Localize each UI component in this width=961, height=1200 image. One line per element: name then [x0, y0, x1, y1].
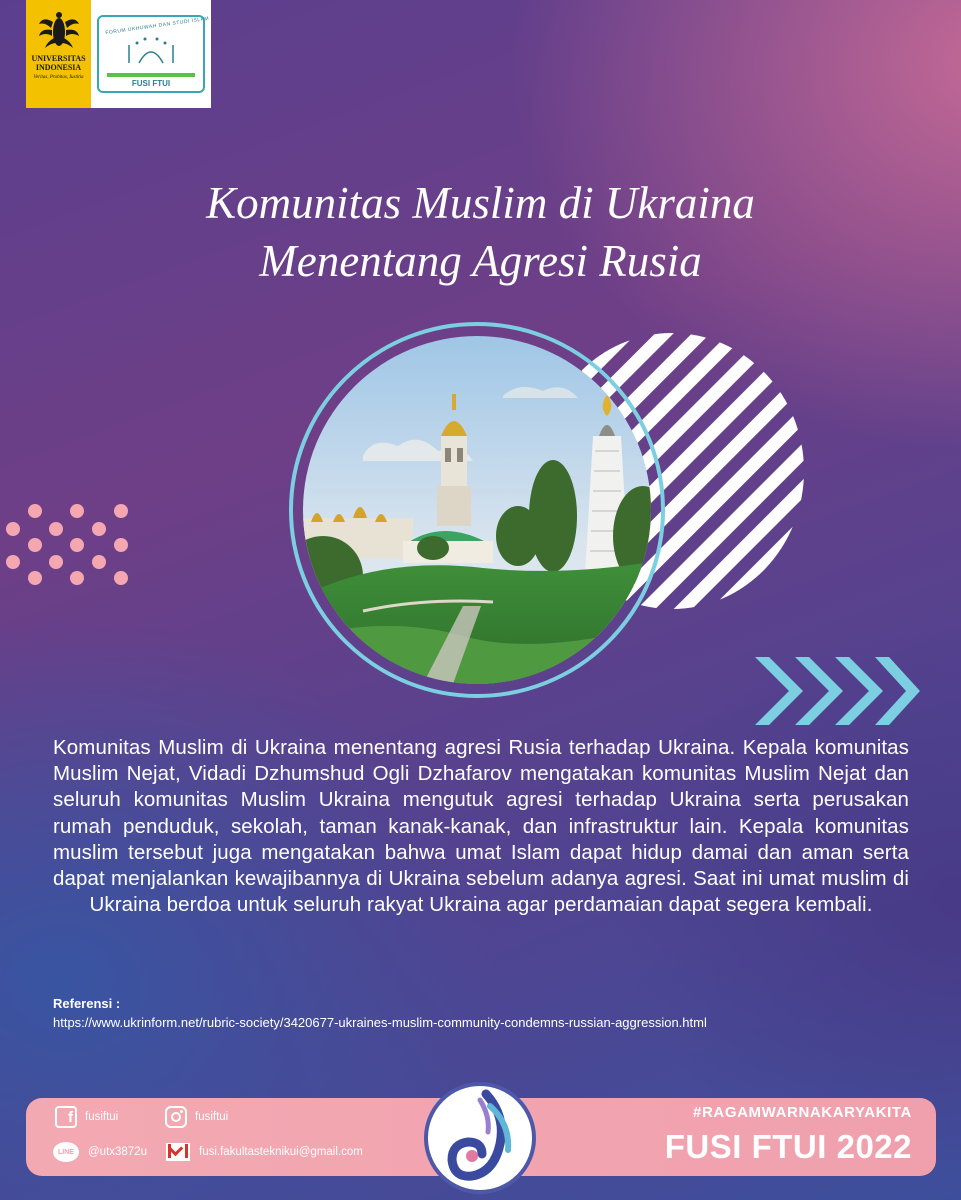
gmail-icon [166, 1143, 190, 1161]
title-line-1: Komunitas Muslim di Ukraina [206, 178, 755, 228]
fusi-emblem [424, 1082, 536, 1194]
university-name: UNIVERSITAS INDONESIA [31, 54, 86, 72]
brand-year: FUSI FTUI 2022 [664, 1128, 912, 1165]
instagram-contact[interactable] [165, 1106, 228, 1128]
fusi-green-bar [107, 73, 195, 77]
line-icon: LINE [53, 1142, 79, 1162]
email-contact[interactable] [165, 1141, 363, 1163]
chevrons-decoration [755, 657, 920, 725]
header-logos [26, 0, 211, 108]
facebook-handle: fusiftui [85, 1111, 119, 1123]
university-motto: Veritas, Probitas, Iustitia [33, 75, 84, 80]
email-address: fusi.fakultasteknikui@gmail.com [199, 1146, 363, 1158]
line-handle: @utx3872u [88, 1146, 147, 1158]
pink-dots-decoration [4, 500, 134, 590]
universitas-indonesia-logo [26, 0, 91, 108]
fusi-logo [91, 0, 211, 108]
fusi-swirl-emblem-icon [428, 1086, 532, 1190]
hashtag: #RAGAMWARNAKARYAKITA [693, 1104, 912, 1121]
line-contact[interactable] [52, 1141, 147, 1163]
makara-emblem-icon [37, 10, 81, 50]
instagram-handle: fusiftui [195, 1111, 229, 1123]
body-paragraph: Komunitas Muslim di Ukraina menentang agresi Rusia terhadap Ukraina. Kepala komunitas Muslim Nejat, Vidadi Dzhumshud Ogli Dzhafarov mengatakan komunitas Muslim Nejat dan seluruh komunitas Muslim Ukraina mengutuk agresi terhadap Ukraina serta perusakan rumah penduduk, sekolah, taman kanak-kanak, dan infrastruktur lain. Kepala komunitas muslim tersebut juga mengatakan bahwa umat Islam dapat hidup damai dan aman serta dapat menjalankan kewajibannya di Ukraina sebelum adanya agresi. Saat ini umat muslim di Ukraina berdoa untuk seluruh rakyat Ukraina agar perdamaian dapat segera kembali. [53, 736, 909, 917]
title-line-2: Menentang Agresi Rusia [259, 236, 702, 286]
fusi-short-name: FUSI FTUI [131, 79, 171, 88]
reference-url[interactable]: https://www.ukrinform.net/rubric-society/3420677-ukraines-muslim-community-condemns-russian-aggression.html [53, 1015, 707, 1030]
fusi-logo-frame [97, 15, 210, 93]
instagram-icon [165, 1106, 187, 1128]
facebook-contact[interactable] [55, 1106, 118, 1128]
mosque-silhouette-icon [99, 33, 203, 73]
facebook-icon: f [55, 1106, 77, 1128]
reference-label: Referensi : [53, 996, 121, 1011]
fusi-arc-text: FORUM UKHUWAH DAN STUDI ISLAM [105, 15, 210, 37]
photo-ring [289, 322, 665, 698]
